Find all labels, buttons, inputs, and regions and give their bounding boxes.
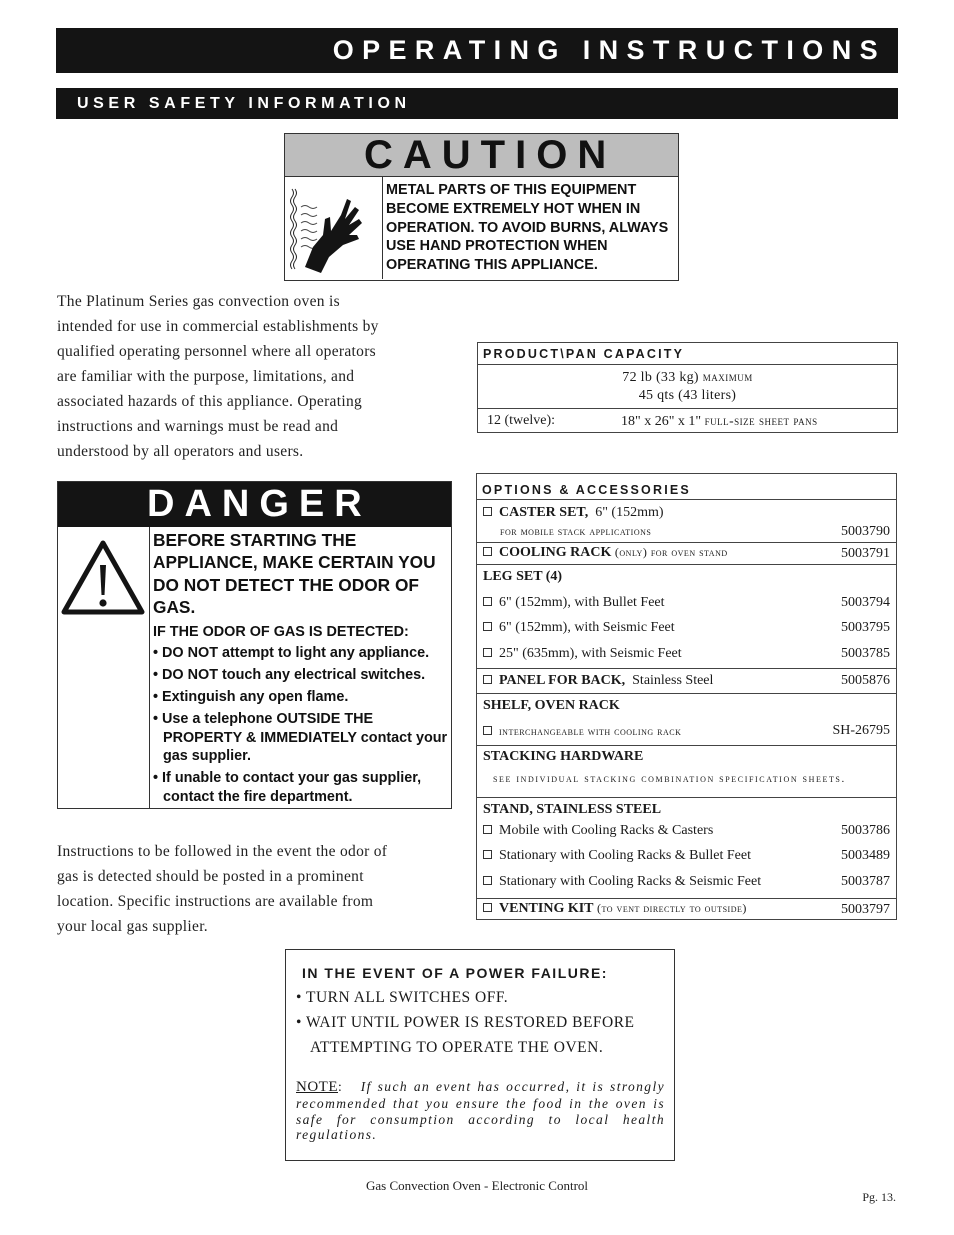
- stand-item-label: Stationary with Cooling Racks & Bullet Feet: [499, 848, 751, 863]
- capacity-table: [477, 342, 898, 433]
- intro-line: are familiar with the purpose, limitations, and: [57, 368, 355, 385]
- capacity-volume: 45 qts (43 liters): [638, 387, 737, 403]
- capacity-weight-note: maximum: [702, 369, 753, 384]
- checkbox-icon: [483, 675, 492, 684]
- instructions-line: Instructions to be followed in the event the odor of: [57, 843, 388, 860]
- stand-item-number: 5003786: [841, 823, 890, 838]
- power-item: • TURN ALL SWITCHES OFF.: [296, 989, 509, 1006]
- danger-body: [153, 529, 451, 810]
- cooling-label: COOLING RACK: [499, 545, 612, 560]
- option-venting-kit: [477, 898, 896, 920]
- caution-title: CAUTION: [285, 134, 678, 177]
- caster-size: 6" (152mm): [595, 505, 664, 520]
- intro-line: qualified operating personnel where all operators: [57, 343, 376, 360]
- checkbox-icon: [483, 876, 492, 885]
- capacity-weight-volume: [478, 365, 897, 409]
- intro-paragraph: [57, 289, 457, 464]
- leg-item: [483, 595, 665, 611]
- leg-item-label: 6" (152mm), with Seismic Feet: [499, 620, 675, 635]
- danger-list: [153, 644, 451, 806]
- instructions-line: gas is detected should be posted in a prominent: [57, 868, 364, 885]
- checkbox-icon: [483, 903, 492, 912]
- danger-item: • Use a telephone OUTSIDE THE PROPERTY & IMMEDIATELY contact your gas supplier.: [153, 711, 448, 765]
- option-caster-set: [477, 499, 896, 542]
- checkbox-icon: [483, 547, 492, 556]
- leg-item: [483, 646, 682, 662]
- stand-item-label: Mobile with Cooling Racks & Casters: [499, 823, 714, 838]
- stand-item-label: Stationary with Cooling Racks & Seismic Feet: [499, 874, 762, 889]
- checkbox-icon: [483, 726, 492, 735]
- danger-box: [57, 481, 452, 809]
- options-table: [476, 473, 897, 920]
- panel-label: PANEL FOR BACK,: [499, 673, 626, 688]
- stand-item-number: 5003489: [841, 848, 890, 863]
- page-number: Pg. 13.: [862, 1190, 896, 1204]
- power-failure-box: [285, 949, 675, 1161]
- section-title: USER SAFETY INFORMATION: [56, 88, 898, 119]
- intro-line: associated hazards of this appliance. Operating: [57, 393, 363, 410]
- danger-title: DANGER: [58, 482, 451, 527]
- venting-part-number: 5003797: [841, 902, 890, 917]
- power-item-continuation: ATTEMPTING TO OPERATE THE OVEN.: [310, 1039, 604, 1056]
- option-cooling-rack: [477, 542, 896, 564]
- checkbox-icon: [483, 850, 492, 859]
- stand-item-number: 5003787: [841, 874, 890, 889]
- shelf-label: SHELF, OVEN RACK: [483, 698, 620, 713]
- venting-note: (to vent directly to outside): [597, 901, 747, 915]
- page-title: OPERATING INSTRUCTIONS: [56, 28, 898, 73]
- danger-item: • DO NOT touch any electrical switches.: [153, 667, 426, 684]
- panel-note: Stainless Steel: [632, 673, 714, 688]
- cooling-part-number: 5003791: [841, 546, 890, 561]
- warning-triangle-icon: [58, 527, 150, 808]
- venting-label: VENTING KIT: [499, 901, 594, 916]
- leg-item-number: 5003794: [841, 595, 890, 610]
- leg-item-number: 5003785: [841, 646, 890, 661]
- option-stacking: [477, 745, 896, 797]
- instructions-line: location. Specific instructions are available from: [57, 893, 374, 910]
- footer-text: Gas Convection Oven - Electronic Control: [365, 1178, 589, 1193]
- stand-item: [483, 874, 761, 890]
- pans-count: 12 (twelve):: [487, 413, 556, 428]
- leg-item: [483, 620, 675, 636]
- leg-label: LEG SET (4): [483, 569, 563, 584]
- danger-item: • DO NOT attempt to light any appliance.: [153, 645, 430, 662]
- stacking-note: see individual stacking combination specification sheets.: [493, 773, 846, 785]
- stacking-label: STACKING HARDWARE: [483, 749, 644, 764]
- intro-line: intended for use in commercial establishments by: [57, 318, 379, 335]
- danger-item: • If unable to contact your gas supplier, contact the fire department.: [153, 770, 422, 805]
- capacity-weight: 72 lb (33 kg): [622, 370, 699, 385]
- checkbox-icon: [483, 597, 492, 606]
- shelf-part-number: SH-26795: [832, 723, 890, 738]
- intro-line: understood by all operators and users.: [57, 443, 304, 460]
- stand-item: [483, 848, 751, 864]
- pans-size: 18" x 26" x 1": [621, 414, 702, 429]
- stand-item: [483, 823, 713, 839]
- pans-note: full-size sheet pans: [704, 413, 818, 428]
- option-shelf: [477, 693, 896, 745]
- options-title: OPTIONS & ACCESSORIES: [482, 483, 691, 497]
- note-label: NOTE: [296, 1079, 338, 1095]
- caster-label: CASTER SET,: [499, 505, 589, 520]
- power-item: • WAIT UNTIL POWER IS RESTORED BEFORE: [296, 1014, 635, 1031]
- checkbox-icon: [483, 825, 492, 834]
- capacity-title: PRODUCT\PAN CAPACITY: [478, 343, 897, 365]
- caution-text: METAL PARTS OF THIS EQUIPMENT BECOME EXTREMELY HOT WHEN IN OPERATION. TO AVOID BURNS, ALWAYS USE HAND PROTECTION WHEN OPERATING THIS APPLIANCE.: [386, 182, 669, 274]
- intro-line: The Platinum Series gas convection oven is: [57, 293, 340, 310]
- instructions-paragraph: [57, 839, 457, 939]
- checkbox-icon: [483, 648, 492, 657]
- caster-note: for mobile stack applications: [500, 524, 652, 538]
- leg-item-number: 5003795: [841, 620, 890, 635]
- danger-subhead: IF THE ODOR OF GAS IS DETECTED:: [153, 624, 409, 641]
- hot-hand-icon: [285, 177, 383, 279]
- shelf-note: interchangeable with cooling rack: [499, 724, 682, 738]
- option-panel: [477, 668, 896, 693]
- caution-box: [284, 133, 679, 281]
- danger-headline: BEFORE STARTING THE APPLIANCE, MAKE CERTAIN YOU DO NOT DETECT THE ODOR OF GAS.: [153, 530, 436, 617]
- option-stand: [477, 797, 896, 898]
- note-text: If such an event has occurred, it is strongly recommended that you ensure the food in the oven is safe for consumption according to local health regulations.: [296, 1079, 665, 1143]
- instructions-line: your local gas supplier.: [57, 918, 208, 935]
- capacity-pans: [478, 409, 897, 432]
- caster-part-number: 5003790: [841, 524, 890, 539]
- checkbox-icon: [483, 507, 492, 516]
- option-leg-set: [477, 564, 896, 668]
- power-failure-title: IN THE EVENT OF A POWER FAILURE:: [302, 965, 608, 981]
- intro-line: instructions and warnings must be read and: [57, 418, 339, 435]
- stand-label: STAND, STAINLESS STEEL: [483, 802, 662, 817]
- power-note: NOTE: If such an event has occurred, it is strongly recommended that you ensure the food in the oven is safe for consumption according to local health regulations.: [296, 1079, 665, 1143]
- panel-part-number: 5005876: [841, 673, 890, 688]
- checkbox-icon: [483, 622, 492, 631]
- cooling-note: (only) for oven stand: [614, 545, 728, 559]
- danger-item: • Extinguish any open flame.: [153, 689, 349, 706]
- leg-item-label: 6" (152mm), with Bullet Feet: [499, 595, 665, 610]
- leg-item-label: 25" (635mm), with Seismic Feet: [499, 646, 682, 661]
